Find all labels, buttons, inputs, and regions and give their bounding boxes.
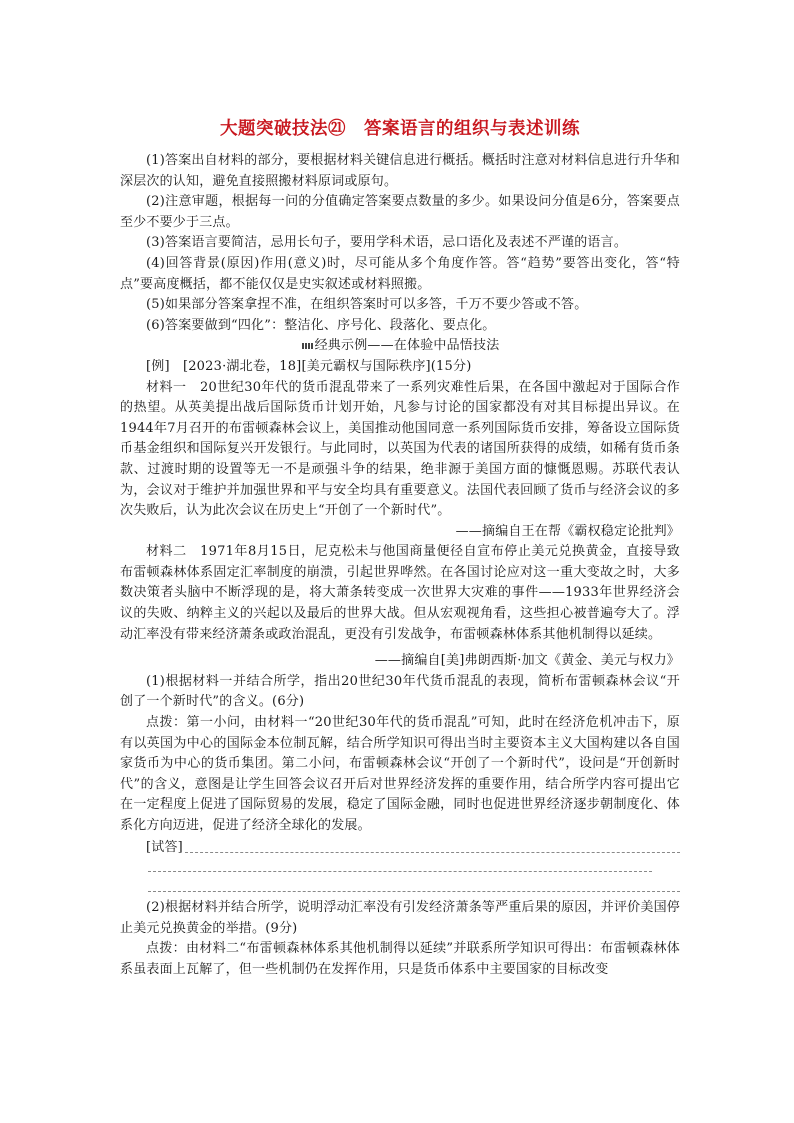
question-one: (1)根据材料一并结合所学，指出20世纪30年代货币混乱的表现，简析布雷顿森林会议“开创了一个新时代”的含义。(6分): [120, 673, 680, 710]
document-page: [120, 118, 680, 981]
section-heading-text: 经典示例——在体验中品悟技法: [314, 338, 500, 354]
source-one: ——摘编自王在帮《霸权稳定论批判》: [455, 523, 680, 539]
section-heading: [120, 336, 680, 357]
answer-field-line-1[interactable]: [120, 838, 680, 859]
decorative-bar-left-icon: [302, 343, 314, 349]
tip-2: (2)注意审题，根据每一问的分值确定答案要点数量的多少。如果设问分值是6分，答案要点至少不要少于三点。: [120, 194, 680, 230]
source-two: ——摘编自[美]弗朗西斯·加文《黄金、美元与权力》: [374, 653, 680, 669]
hint-two: 点拨：由材料二“布雷顿森林体系其他机制得以延续”并联系所学知识可得出：布雷顿森林体系虽表面上瓦解了，但一些机制仍在发挥作用，只是货币体系中主要国家的目标改变: [120, 941, 680, 977]
answer-field-line-3[interactable]: [120, 878, 680, 898]
answer-field-line-2[interactable]: [120, 858, 680, 878]
tip-1: (1)答案出自材料的部分，要根据材料关键信息进行概括。概括时注意对材料信息进行升华和深层次的认知，避免直接照搬材料原词或原句。: [120, 153, 680, 189]
hint-one: 点拨：第一小问，由材料一“20世纪30年代的货币混乱”可知，此时在经济危机冲击下，原有以英国为中心的国际金本位制瓦解，结合所学知识可得出当时主要资本主义大国构建以各自国家货币为中心的货币集团。第二小问，布雷顿森林会议“开创了一个新时代”，设问是“开创新时代”的含义，意图是让学生回答会议召开后对世界经济发挥的重要作用，结合所学内容可提出它在一定程度上促进了国际贸易的发展，稳定了国际金融，同时也促进世界经济逐步朝制度化、体系化方向迈进，促进了经济全球化的发展。: [120, 715, 680, 833]
material-one: 材料一 20世纪30年代的货币混乱带来了一系列灾难性后果，在各国中激起对于国际合作的热望。从英美提出战后国际货币计划开始，凡参与讨论的国家都没有对其目标提出异议。在1944年7月召开的布雷顿森林会议上，美国推动他国同意一系列国际货币安排，筹备设立国际货币基金组织和国际复兴开发银行。与此同时，以英国为代表的诸国所获得的成绩，如稀有货币条款、过渡时期的设置等无一不是顽强斗争的结果，绝非源于美国方面的慷慨恩赐。苏联代表认为，会议对于维护并加强世界和平与安全均具有重要意义。法国代表回顾了货币与经济会议的多次失败后，认为此次会议在历史上“开创了一个新时代”。: [120, 379, 680, 519]
tip-3: (3)答案语言要简洁，忌用长句子，要用学科术语，忌口语化及表述不严谨的语言。: [146, 235, 628, 251]
question-two: (2)根据材料并结合所学，说明浮动汇率没有引发经济萧条等严重后果的原因，并评价美国停止美元兑换黄金的举措。(9分): [120, 900, 680, 936]
example-header: [例] [2023·湖北卷，18][美元霸权与国际秩序](15分): [146, 358, 472, 374]
tip-4: (4)回答背景(原因)作用(意义)时，尽可能从多个角度作答。答“趋势”要答出变化，答“特点”要高度概括，都不能仅仅是史实叙述或材料照搬。: [120, 255, 680, 292]
material-two: 材料二 1971年8月15日，尼克松未与他国商量便径自宣布停止美元兑换黄金，直接导致布雷顿森林体系固定汇率制度的崩溃，引起世界哗然。在各国讨论应对这一重大变故之时，大多数决策者头脑中不断浮现的是，将大萧条转变成一次世界大灾难的事件——1933年世界经济会议的失败、纳粹主义的兴起以及最后的世界大战。但从宏观视角看，这些担心被普遍夸大了。浮动汇率没有带来经济萧条或政治混乱，更没有引发战争，布雷顿森林体系其他机制得以延续。: [120, 544, 680, 642]
answer-label: [试答]: [146, 839, 183, 855]
tip-6: (6)答案要做到“四化”：整洁化、序号化、段落化、要点化。: [146, 317, 496, 333]
tip-5: (5)如果部分答案拿捏不准，在组织答案时可以多答，千万不要少答或不答。: [146, 297, 588, 313]
page-title: 大题突破技法㉑ 答案语言的组织与表述训练: [220, 119, 580, 139]
